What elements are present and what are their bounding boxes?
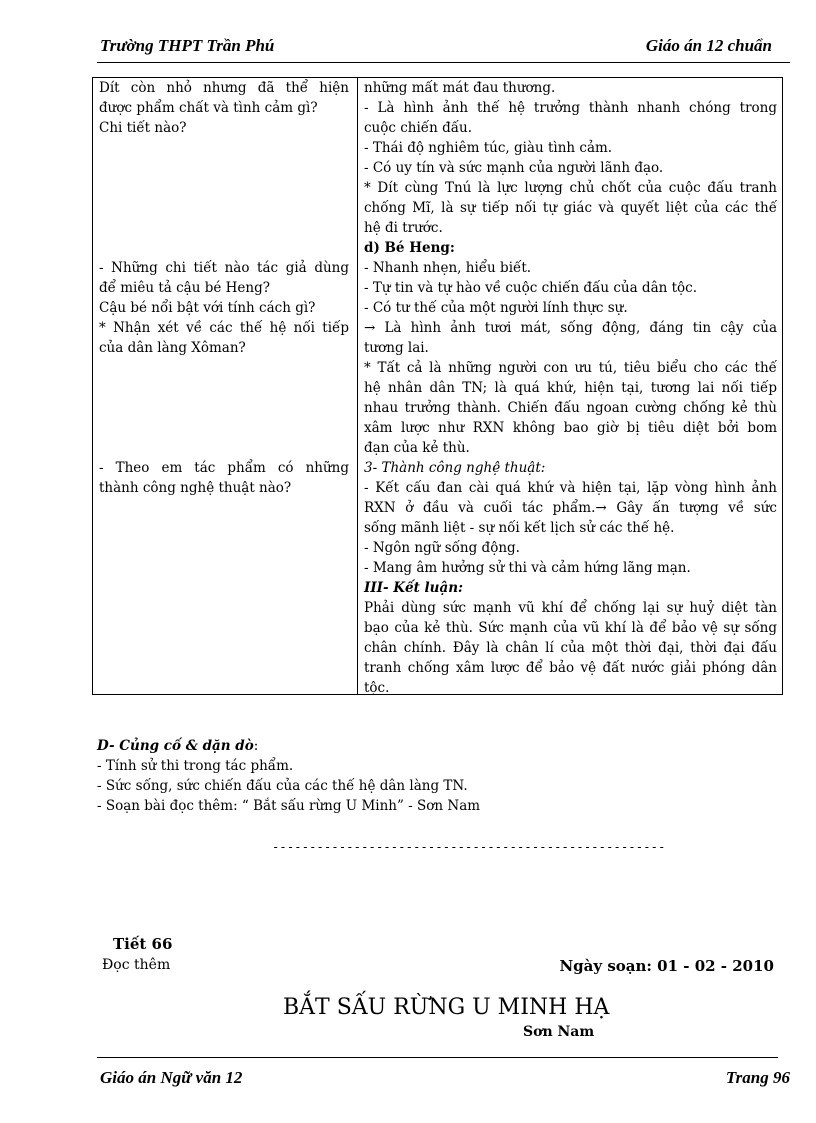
question-block — [99, 258, 349, 358]
lesson-title: BẮT SẤU RỪNG U MINH HẠ — [283, 995, 610, 1020]
content-line: III- Kết luận: — [364, 580, 463, 596]
content-line: nhau trưởng thành. Chiến đấu ngoan cường chống kẻ thù — [364, 400, 777, 416]
lesson-author: Sơn Nam — [523, 1024, 595, 1040]
content-line: 3- Thành công nghệ thuật: — [364, 460, 546, 476]
header-doc-title: Giáo án 12 chuẩn — [645, 36, 772, 55]
content-line: * Dít cùng Tnú là lực lượng chủ chốt của cuộc đấu tranh — [364, 180, 777, 196]
page-number: Trang 96 — [725, 1068, 790, 1087]
header-school: Trường THPT Trần Phú — [100, 36, 275, 55]
table-column-divider — [357, 78, 358, 694]
question-line: thành công nghệ thuật nào? — [99, 480, 292, 496]
content-line: sống mãnh liệt - sự nối kết lịch sử các thế hệ. — [364, 520, 675, 536]
content-line: tranh chống xâm lược để bảo vệ đất nước giải phóng dân — [364, 660, 777, 676]
content-line: - Thái độ nghiêm túc, giàu tình cảm. — [364, 140, 613, 156]
content-line: - Mang âm hưởng sử thi và cảm hứng lãng mạn. — [364, 560, 691, 576]
question-line: được phẩm chất và tình cảm gì? — [99, 100, 318, 116]
question-line: của dân làng Xôman? — [99, 340, 246, 356]
content-line: → Là hình ảnh tươi mát, sống động, đáng tin cậy của — [364, 320, 777, 336]
content-line: cuộc chiến đấu. — [364, 120, 472, 136]
content-line: những mất mát đau thương. — [364, 80, 556, 96]
question-line: Chi tiết nào? — [99, 120, 187, 136]
content-line: * Tất cả là những người con ưu tú, tiêu biểu cho các thế — [364, 360, 777, 376]
content-line: bạo của kẻ thù. Sức mạnh của vũ khí là để bảo vệ sự sống — [364, 620, 777, 636]
content-line: chân chính. Đây là chân lí của một thời đại, thời đại đấu — [364, 640, 777, 656]
content-line: d) Bé Heng: — [364, 240, 455, 256]
content-line: - Có uy tín và sức mạnh của người lãnh đạo. — [364, 160, 664, 176]
content-line: - Là hình ảnh thế hệ trưởng thành nhanh chóng trong — [364, 100, 777, 116]
content-line: đạn của kẻ thù. — [364, 440, 470, 456]
content-line: - Nhanh nhẹn, hiểu biết. — [364, 260, 532, 276]
preparation-date: Ngày soạn: 01 - 02 - 2010 — [559, 957, 774, 975]
header-rule — [97, 62, 790, 63]
section-d — [97, 736, 480, 816]
content-line: xâm lược như RXN không bao giờ bị tiêu diệt bởi bom — [364, 420, 777, 436]
content-line: - Kết cấu đan cài quá khứ và hiện tại, lặp vòng hình ảnh — [364, 480, 777, 496]
question-block — [99, 458, 349, 498]
content-line: hệ đi trước. — [364, 220, 443, 236]
content-line: chống Mĩ, là sự tiếp nối tự giác và quyết liệt của các thế — [364, 200, 777, 216]
section-d-heading: D- Củng cố & dặn dò — [97, 738, 254, 754]
content-line: - Ngôn ngữ sống động. — [364, 540, 520, 556]
lesson-number: Tiết 66 — [113, 935, 173, 953]
section-d-item: - Tính sử thi trong tác phẩm. — [97, 758, 294, 774]
question-line: Cậu bé nổi bật với tính cách gì? — [99, 300, 316, 316]
content-column — [364, 78, 777, 698]
content-line: tộc. — [364, 680, 390, 696]
question-line: - Những chi tiết nào tác giả dùng — [99, 260, 349, 276]
footer-rule — [97, 1057, 778, 1058]
question-line: - Theo em tác phẩm có những — [99, 460, 349, 476]
section-d-item: - Sức sống, sức chiến đấu của các thế hệ dân làng TN. — [97, 778, 468, 794]
content-line: - Tự tin và tự hào về cuộc chiến đấu của dân tộc. — [364, 280, 698, 296]
question-line: * Nhận xét về các thế hệ nối tiếp — [99, 320, 349, 336]
section-d-heading-line — [97, 736, 480, 756]
content-line: tương lai. — [364, 340, 429, 356]
lesson-type: Đọc thêm — [102, 957, 171, 973]
content-line: - Có tư thế của một người lính thực sự. — [364, 300, 628, 316]
content-line: hệ nhân dân TN; là quá khứ, hiện tại, tương lai nối tiếp — [364, 380, 777, 396]
lesson-table — [92, 77, 783, 695]
question-block — [99, 78, 349, 138]
section-d-colon: : — [253, 738, 259, 754]
footer-subject: Giáo án Ngữ văn 12 — [100, 1068, 243, 1087]
question-line: để miêu tả cậu bé Heng? — [99, 280, 270, 296]
section-d-item: - Soạn bài đọc thêm: “ Bắt sấu rừng U Minh” - Sơn Nam — [97, 798, 481, 814]
content-line: RXN ở đầu và cuối tác phẩm.→ Gây ấn tượng về sức — [364, 500, 777, 516]
content-line: Phải dùng sức mạnh vũ khí để chống lại sự huỷ diệt tàn — [364, 600, 777, 616]
separator-line: ----------------------------------------------------- — [272, 840, 666, 854]
question-line: Dít còn nhỏ nhưng đã thể hiện — [99, 80, 349, 96]
